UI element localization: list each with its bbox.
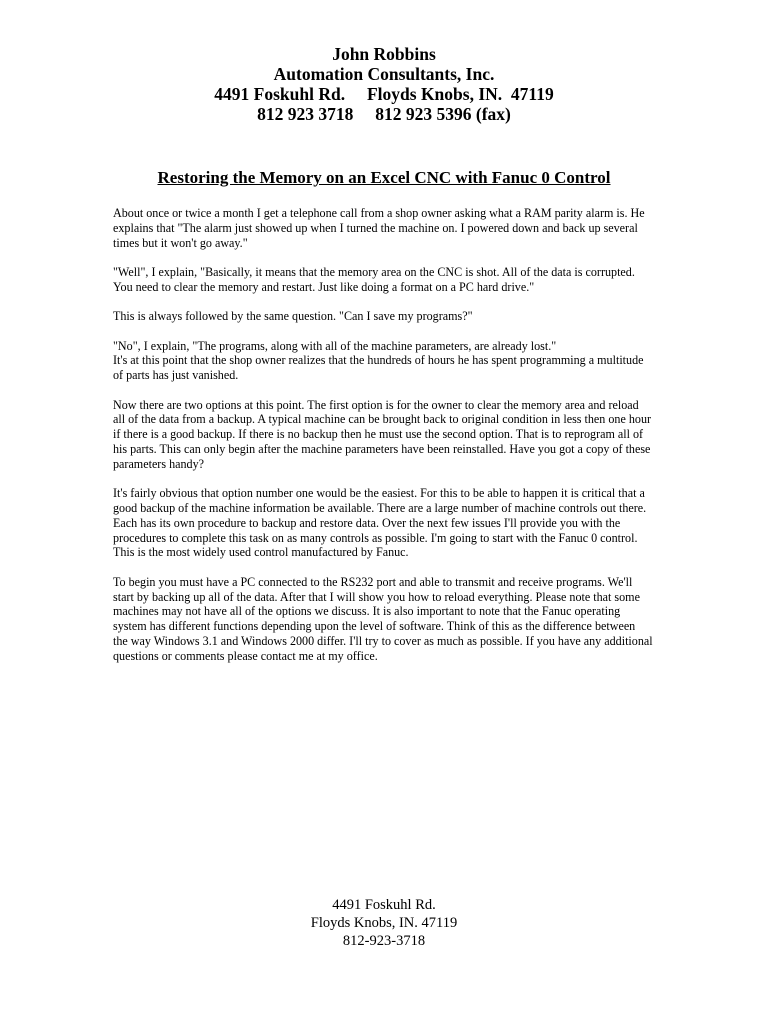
paragraph-answer: "No", I explain, "The programs, along with all of the machine parameters, are already lost." [113,338,557,353]
header-address: 4491 Foskuhl Rd. Floyds Knobs, IN. 47119 [214,84,554,104]
letterhead [0,44,768,124]
author-name: John Robbins [332,44,436,64]
footer-street: 4491 Foskuhl Rd. [332,897,436,913]
paragraph-intro: About once or twice a month I get a telephone call from a shop owner asking what a RAM parity alarm is. He explains that "The alarm just showed up when I turned the machine on. I powered down and back up several times but it won't go away." [113,206,645,250]
paragraph-question: This is always followed by the same question. "Can I save my programs?" [113,309,473,324]
paragraph-options: Now there are two options at this point. The first option is for the owner to clear the memory area and reload all of the data from a backup. A typical machine can be brought back to original condition in less then one hour if there is a good backup. If there is no backup then he must use the second option. That is to reprogram all of his parts. This can only begin after the machine parameters have been reinstalled. Have you got a copy of these parameters handy? [113,397,652,471]
paragraph-explanation: "Well", I explain, "Basically, it means that the memory area on the CNC is shot. All of the data is corrupted. You need to clear the memory and restart. Just like doing a format on a PC hard drive." [113,264,635,294]
article-body [113,206,653,678]
header-phones: 812 923 3718 812 923 5396 (fax) [257,104,511,124]
paragraph-backup: It's fairly obvious that option number one would be the easiest. For this to be able to happen it is critical that a good backup of the machine information be available. There are a large number of machine controls out there. Each has its own procedure to backup and restore data. Over the next few issues I'll provide you with the procedures to complete this task on as many controls as possible. I'm going to start with the Fanuc 0 control. This is the most widely used control manufactured by Fanuc. [113,486,647,560]
footer-address [0,896,768,950]
company-name: Automation Consultants, Inc. [273,64,495,84]
paragraph-realization: It's at this point that the shop owner realizes that the hundreds of hours he has spent programming a multitude of parts has just vanished. [113,353,644,383]
footer-phone: 812-923-3718 [342,933,426,949]
footer-city: Floyds Knobs, IN. 47119 [310,915,458,931]
paragraph-procedure: To begin you must have a PC connected to the RS232 port and able to transmit and receive programs. We'll start by backing up all of the data. After that I will show you how to reload everything. Please note that some machines may not have all of the options we discuss. It is also important to note that the Fanuc operating system has different functions depending upon the level of software. Think of this as the difference between the way Windows 3.1 and Windows 2000 differ. I'll try to cover as much as possible. If you have any additional questions or comments please contact me at my office. [113,574,653,663]
document-title: Restoring the Memory on an Excel CNC with Fanuc 0 Control [157,168,611,187]
